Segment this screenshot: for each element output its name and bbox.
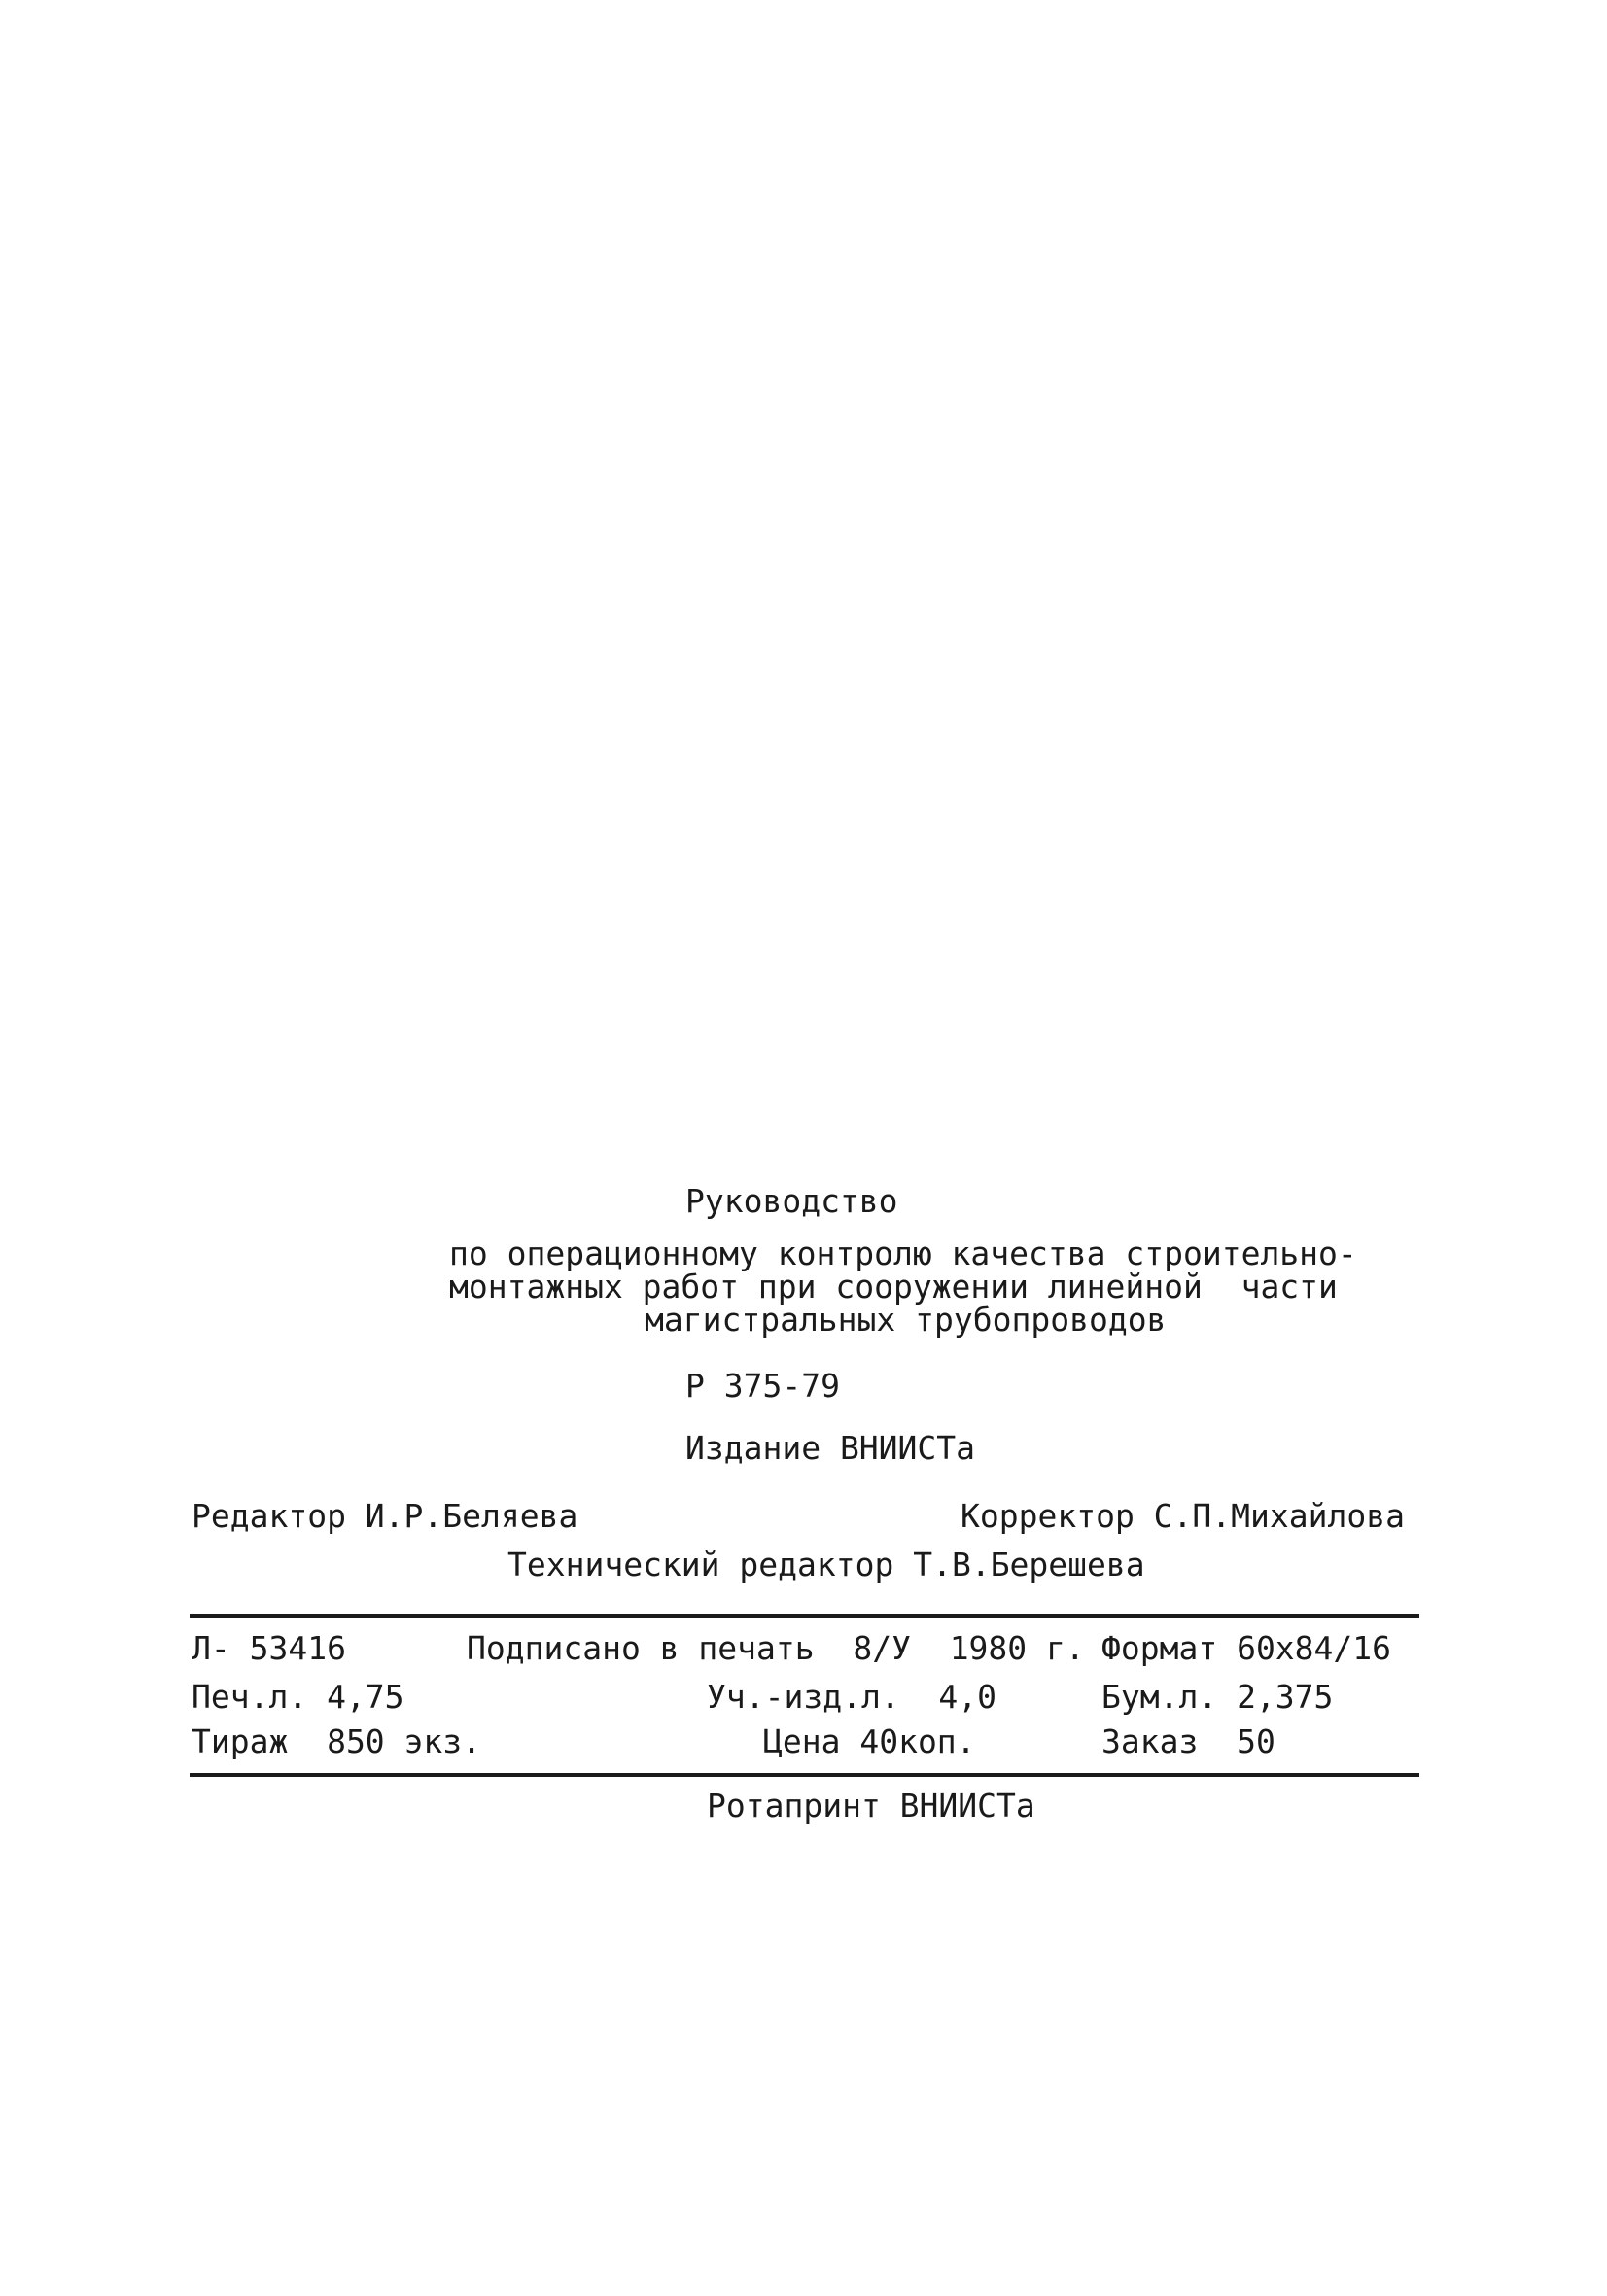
corrector-credit: Корректор С.П.Михайлова (961, 1497, 1405, 1535)
divider-bottom (190, 1773, 1419, 1777)
document-title: Руководство (685, 1182, 898, 1220)
document-code: Р 375-79 (685, 1367, 840, 1405)
editor-credit: Редактор И.Р.Беляева (192, 1497, 578, 1535)
subtitle-line-3: магистральных трубопроводов (645, 1301, 1167, 1339)
publishing-sheets: Уч.-изд.л. 4,0 (707, 1678, 997, 1716)
price: Цена 40коп. (763, 1722, 976, 1760)
paper-format: Формат 60х84/16 (1101, 1629, 1392, 1667)
divider-top (190, 1614, 1419, 1618)
printer-name: Ротапринт ВНИИСТа (707, 1787, 1035, 1825)
paper-sheets: Бум.л. 2,375 (1101, 1678, 1334, 1716)
tech-editor-credit: Технический редактор Т.В.Берешева (507, 1546, 1145, 1583)
signed-to-print: Подписано в печать 8/У 1980 г. (467, 1629, 1085, 1667)
edition-line: Издание ВНИИСТа (685, 1429, 976, 1467)
subtitle-line-2: монтажных работ при сооружении линейной части (449, 1268, 1338, 1305)
subtitle-line-1: по операционному контролю качества строительно- (449, 1235, 1357, 1272)
print-sheets: Печ.л. 4,75 (192, 1678, 404, 1716)
print-run: Тираж 850 экз. (192, 1722, 482, 1760)
license-number: Л- 53416 (192, 1629, 346, 1667)
order-number: Заказ 50 (1101, 1722, 1275, 1760)
